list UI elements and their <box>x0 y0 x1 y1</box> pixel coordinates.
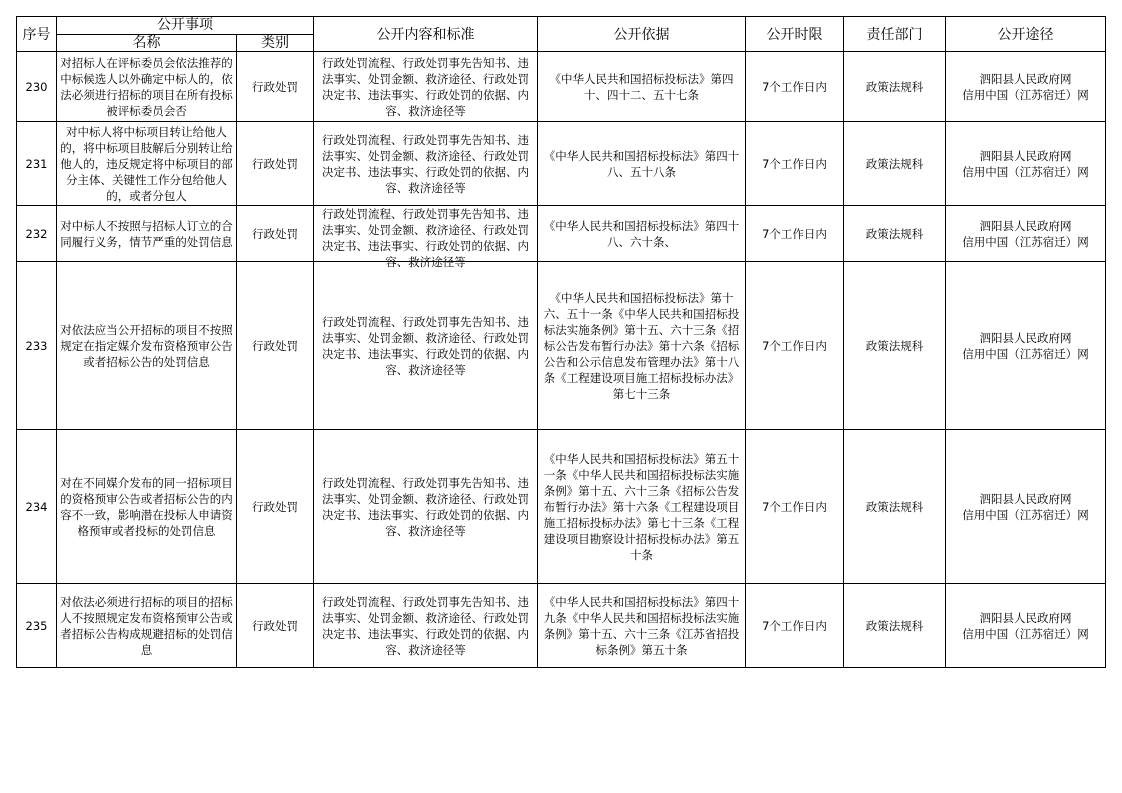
channel-gov-site: 泗阳县人民政府网 <box>979 491 1072 506</box>
table-row <box>17 122 1106 206</box>
channel-credit-china: 信用中国（江苏宿迁）网 <box>962 626 1089 641</box>
row-content: 行政处罚流程、行政处罚事先告知书、违法事实、处罚金额、救济途径、行政处罚决定书、违法事实、行政处罚的依据、内容、救济途径等 <box>322 314 529 377</box>
row-basis: 《中华人民共和国招标投标法》第十六、五十一条《中华人民共和国招标投标法实施条例》第十五、六十三条《招标公告发布暂行办法》第十六条《招标公告和公示信息发布管理办法》第十八条《工程建设项目施工招标投标办法》第七十三条 <box>543 290 740 401</box>
row-basis: 《中华人民共和国招标投标法》第四十八、五十八条 <box>543 148 740 179</box>
row-basis: 《中华人民共和国招标投标法》第五十一条《中华人民共和国招标投标法实施条例》第十五、六十三条《招标公告发布暂行办法》第十六条《工程建设项目施工招标投标办法》第七十三条《工程建设项目勘察设计招标投标办法》第五十条 <box>543 451 740 562</box>
row-content: 行政处罚流程、行政处罚事先告知书、违法事实、处罚金额、救济途径、行政处罚决定书、违法事实、行政处罚的依据、内容、救济途径等 <box>322 594 529 657</box>
row-seq: 235 <box>17 584 57 668</box>
row-channel <box>946 52 1106 122</box>
header-category: 类别 <box>237 35 314 52</box>
row-time-limit: 7个工作日内 <box>746 206 844 262</box>
table-row <box>17 262 1106 430</box>
row-category: 行政处罚 <box>237 122 314 206</box>
row-name: 对中标人不按照与招标人订立的合同履行义务，情节严重的处罚信息 <box>60 218 233 249</box>
row-seq: 234 <box>17 430 57 584</box>
row-category: 行政处罚 <box>237 52 314 122</box>
channel-gov-site: 泗阳县人民政府网 <box>979 148 1072 163</box>
header-basis: 公开依据 <box>538 17 746 52</box>
row-name: 对中标人将中标项目转让给他人的，将中标项目肢解后分别转让给他人的，违反规定将中标项目的部分主体、关键性工作分包给他人的，或者分包人 <box>60 124 233 203</box>
header-department: 责任部门 <box>844 17 946 52</box>
header-public-item: 公开事项 <box>57 17 314 35</box>
row-category: 行政处罚 <box>237 430 314 584</box>
channel-gov-site: 泗阳县人民政府网 <box>979 610 1072 625</box>
row-name: 对招标人在评标委员会依法推荐的中标候选人以外确定中标人的，依法必须进行招标的项目在所有投标被评标委员会否 <box>60 55 233 118</box>
row-channel <box>946 584 1106 668</box>
row-content: 行政处罚流程、行政处罚事先告知书、违法事实、处罚金额、救济途径、行政处罚决定书、违法事实、行政处罚的依据、内容、救济途径等 <box>322 132 529 195</box>
row-seq: 231 <box>17 122 57 206</box>
channel-gov-site: 泗阳县人民政府网 <box>979 218 1072 233</box>
row-channel <box>946 430 1106 584</box>
row-department: 政策法规科 <box>844 584 946 668</box>
row-seq: 233 <box>17 262 57 430</box>
row-category: 行政处罚 <box>237 262 314 430</box>
row-seq: 232 <box>17 206 57 262</box>
row-time-limit: 7个工作日内 <box>746 122 844 206</box>
channel-gov-site: 泗阳县人民政府网 <box>979 71 1072 86</box>
row-channel <box>946 262 1106 430</box>
channel-gov-site: 泗阳县人民政府网 <box>979 330 1072 345</box>
row-department: 政策法规科 <box>844 206 946 262</box>
table-row <box>17 584 1106 668</box>
row-basis: 《中华人民共和国招标投标法》第四十八、六十条、 <box>543 218 740 249</box>
row-time-limit: 7个工作日内 <box>746 584 844 668</box>
header-seq: 序号 <box>17 17 57 52</box>
row-channel <box>946 206 1106 262</box>
header-channel: 公开途径 <box>946 17 1106 52</box>
row-seq: 230 <box>17 52 57 122</box>
row-department: 政策法规科 <box>844 122 946 206</box>
disclosure-table <box>16 16 1106 668</box>
channel-credit-china: 信用中国（江苏宿迁）网 <box>962 87 1089 102</box>
channel-credit-china: 信用中国（江苏宿迁）网 <box>962 164 1089 179</box>
table-row <box>17 52 1106 122</box>
row-content: 行政处罚流程、行政处罚事先告知书、违法事实、处罚金额、救济途径、行政处罚决定书、违法事实、行政处罚的依据、内容、救济途径等 <box>322 207 529 269</box>
header-time-limit: 公开时限 <box>746 17 844 52</box>
row-category: 行政处罚 <box>237 584 314 668</box>
channel-credit-china: 信用中国（江苏宿迁）网 <box>962 346 1089 361</box>
row-content: 行政处罚流程、行政处罚事先告知书、违法事实、处罚金额、救济途径、行政处罚决定书、违法事实、行政处罚的依据、内容、救济途径等 <box>322 55 529 118</box>
header-name: 名称 <box>57 35 237 52</box>
channel-credit-china: 信用中国（江苏宿迁）网 <box>962 234 1089 249</box>
header-content-standard: 公开内容和标准 <box>314 17 538 52</box>
row-time-limit: 7个工作日内 <box>746 262 844 430</box>
row-time-limit: 7个工作日内 <box>746 52 844 122</box>
row-basis: 《中华人民共和国招标投标法》第四十九条《中华人民共和国招标投标法实施条例》第十五、六十三条《江苏省招投标条例》第五十条 <box>543 594 740 657</box>
row-department: 政策法规科 <box>844 52 946 122</box>
row-name: 对依法应当公开招标的项目不按照规定在指定媒介发布资格预审公告或者招标公告的处罚信息 <box>60 322 233 369</box>
row-content: 行政处罚流程、行政处罚事先告知书、违法事实、处罚金额、救济途径、行政处罚决定书、违法事实、行政处罚的依据、内容、救济途径等 <box>322 475 529 538</box>
row-channel <box>946 122 1106 206</box>
row-category: 行政处罚 <box>237 206 314 262</box>
row-time-limit: 7个工作日内 <box>746 430 844 584</box>
channel-credit-china: 信用中国（江苏宿迁）网 <box>962 507 1089 522</box>
row-department: 政策法规科 <box>844 262 946 430</box>
table-row <box>17 206 1106 262</box>
row-department: 政策法规科 <box>844 430 946 584</box>
row-basis: 《中华人民共和国招标投标法》第四十、四十二、五十七条 <box>549 71 734 102</box>
row-name: 对在不同媒介发布的同一招标项目的资格预审公告或者招标公告的内容不一致，影响潜在投标人申请资格预审或者投标的处罚信息 <box>60 475 233 538</box>
row-name: 对依法必须进行招标的项目的招标人不按照规定发布资格预审公告或者招标公告构成规避招标的处罚信息 <box>60 594 233 657</box>
table-row <box>17 430 1106 584</box>
